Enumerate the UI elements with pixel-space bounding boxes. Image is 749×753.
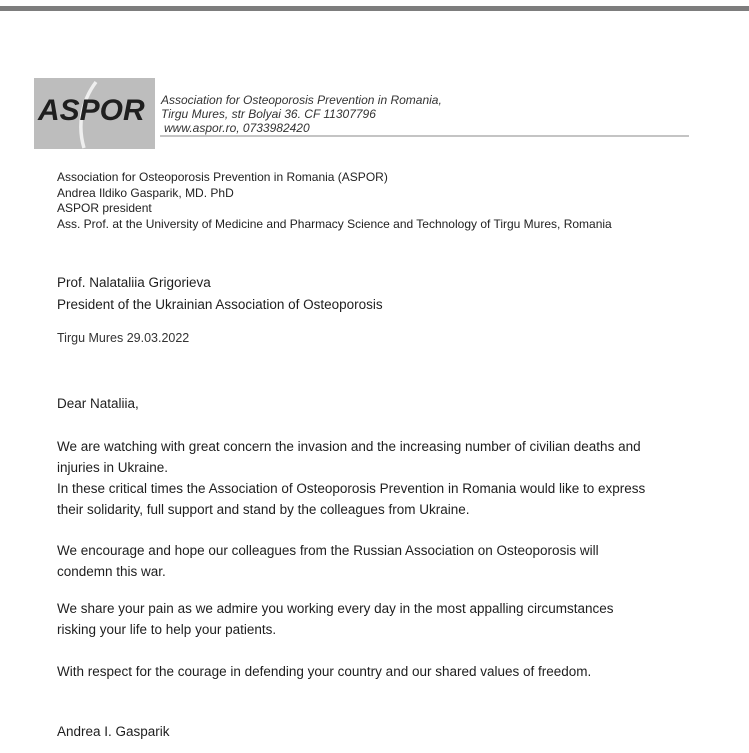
paragraph-3 [57,598,737,640]
paragraph-line: risking your life to help your patients. [57,622,277,637]
paragraph-line: injuries in Ukraine. [57,460,169,475]
top-border-rule [0,6,749,11]
letterhead-website-phone: www.aspor.ro, 0733982420 [164,121,310,135]
aspor-logo [34,78,155,149]
recipient-name: Prof. Nalataliia Grigorieva [57,275,211,290]
logo-wordmark: ASPOR [38,94,145,127]
sender-name: Andrea Ildiko Gasparik, MD. PhD [57,185,234,200]
letterhead-info [161,93,442,135]
header-divider [160,135,689,137]
paragraph-line: We are watching with great concern the invasion and the increasing number of civilian deaths and [57,439,641,454]
paragraph-line: With respect for the courage in defending your country and our shared values of freedom. [57,664,592,679]
paragraph-line: their solidarity, full support and stand by the colleagues from Ukraine. [57,502,470,517]
letterhead-association-name: Association for Osteoporosis Prevention in Romania, [161,93,442,107]
paragraph-line: In these critical times the Association of Osteoporosis Prevention in Romania would like to express [57,481,646,496]
letterhead-address: Tirgu Mures, str Bolyai 36. CF 11307796 [161,107,376,121]
paragraph-2 [57,540,737,582]
paragraph-4 [57,661,737,682]
salutation: Dear Nataliia, [57,396,139,411]
paragraph-1 [57,436,737,520]
paragraph-line: condemn this war. [57,564,166,579]
sender-block [57,170,612,232]
sender-organization: Association for Osteoporosis Prevention in Romania (ASPOR) [57,170,388,184]
paragraph-line: We encourage and hope our colleagues from the Russian Association on Osteoporosis will [57,543,599,558]
recipient-title: President of the Ukrainian Association of Osteoporosis [57,297,383,312]
sender-role: ASPOR president [57,201,152,215]
paragraph-line: We share your pain as we admire you working every day in the most appalling circumstances [57,601,614,616]
signature-name: Andrea I. Gasparik [57,724,170,739]
sender-affiliation: Ass. Prof. at the University of Medicine and Pharmacy Science and Technology of Tirgu Mures, Romania [57,216,612,231]
recipient-block [57,272,383,316]
letter-date: Tirgu Mures 29.03.2022 [57,331,190,345]
